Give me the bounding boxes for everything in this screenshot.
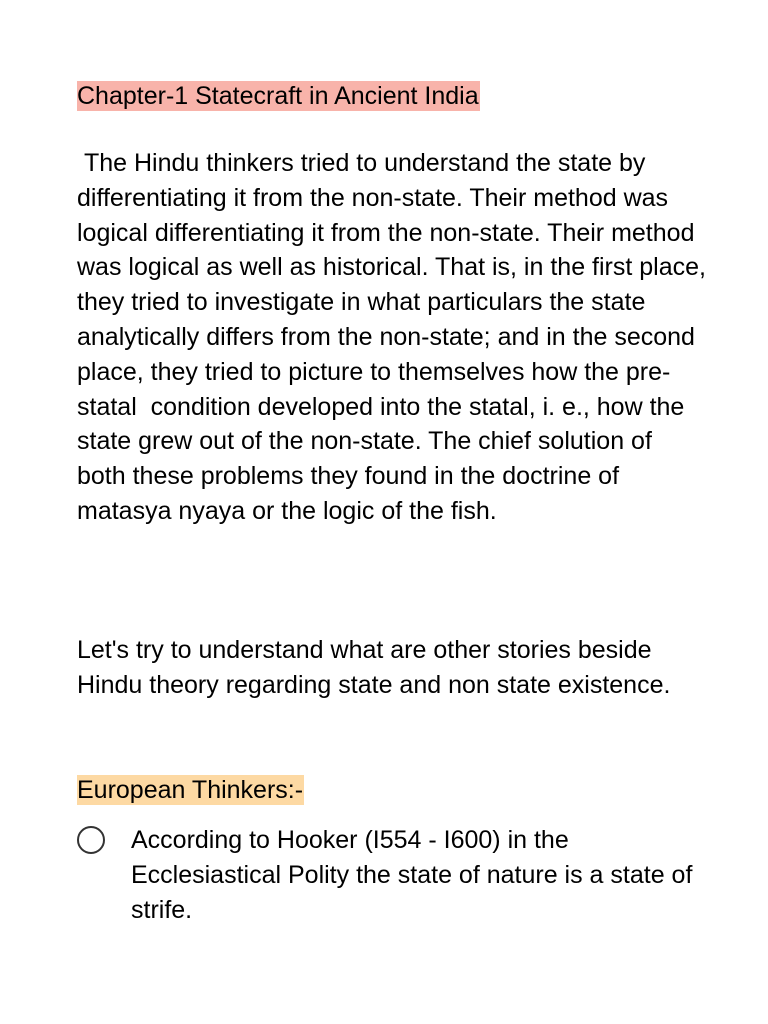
empty-circle-icon [77,826,105,854]
list-item-text: According to Hooker (I554 - I600) in the Ecclesiastical Polity the state of nature is a state of strife. [131,826,693,924]
paragraph-hindu-thinkers: The Hindu thinkers tried to understand the state by differentiating it from the non-state. Their method was logical differentiating it from the non-state. Their method was logical as well as historical. That is, in the first place, they tried to investigate in what particulars the state analytically differs from the non-state; and in the second place, they tried to picture to themselves how the pre- statal condition developed into the statal, i. e., how the state grew out of the non-state. The chief solution of both these problems they found in the doctrine of matasya nyaya or the logic of the fish. [77,149,713,525]
paragraph-other-stories: Let's try to understand what are other stories beside Hindu theory regarding state and non state existence. [77,636,671,699]
section-heading-text: European Thinkers:- [77,776,304,804]
section-heading [77,773,304,807]
chapter-heading-text: Chapter-1 Statecraft in Ancient India [77,82,479,110]
chapter-heading [77,79,480,113]
